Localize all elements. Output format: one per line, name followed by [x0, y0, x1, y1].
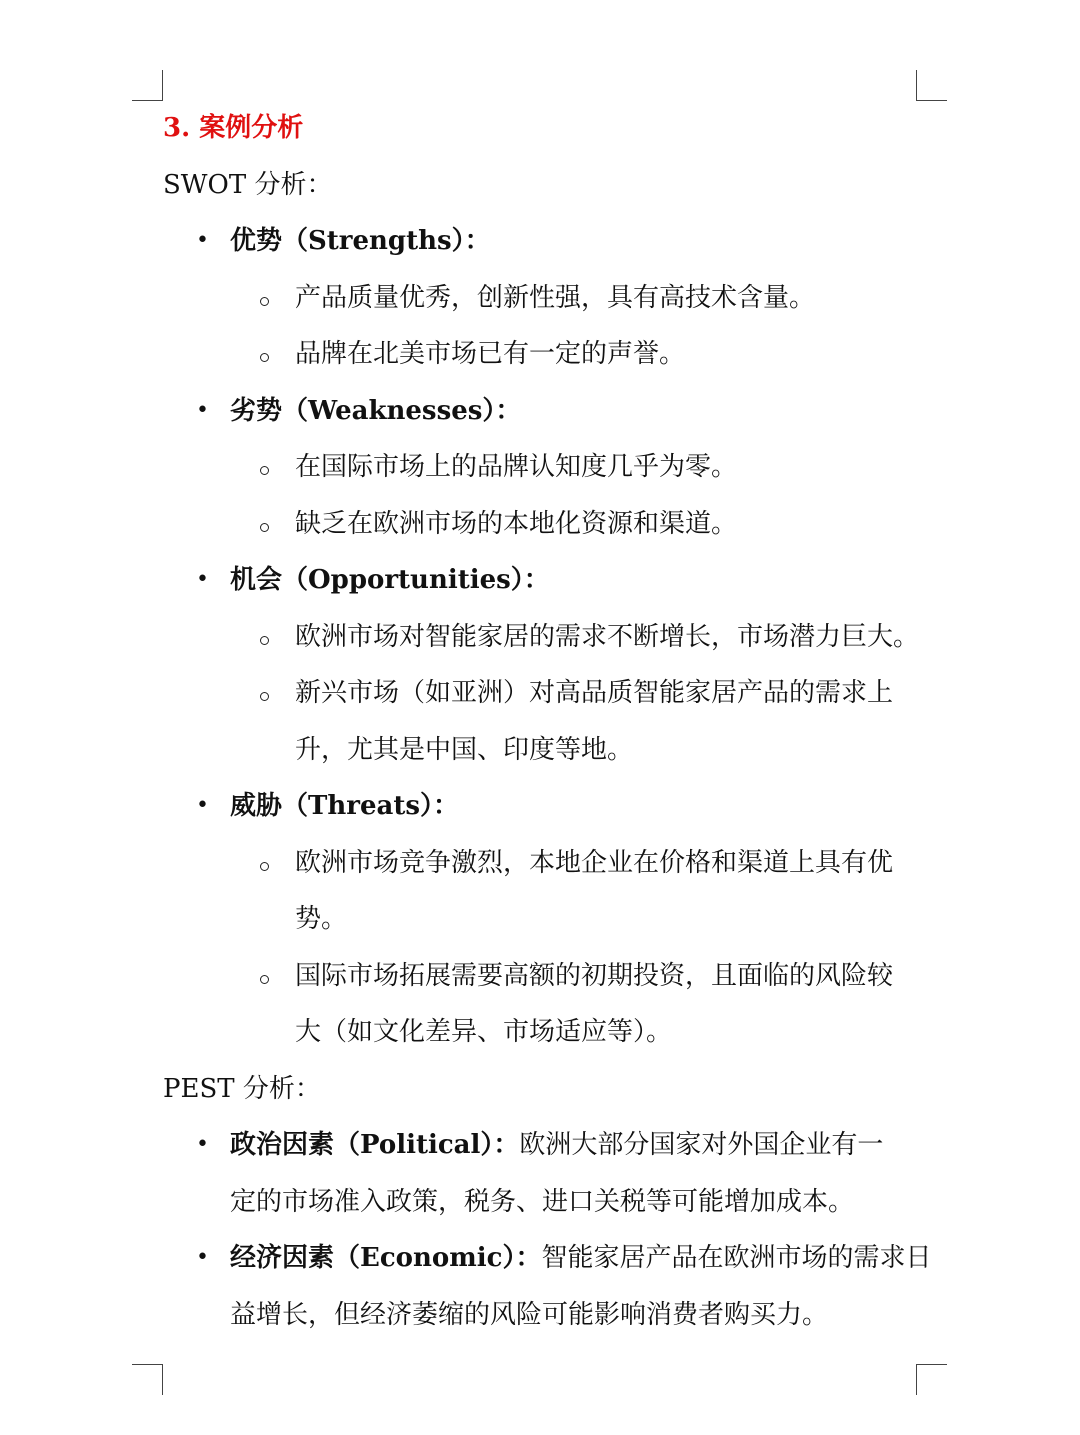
sub-list-item	[163, 496, 953, 553]
sub-list-item	[163, 665, 953, 722]
section-heading: 3. 案例分析	[163, 113, 304, 143]
sub-list-item	[163, 326, 953, 383]
circle-bullet-icon	[260, 692, 269, 701]
sub-list-item	[163, 835, 953, 892]
political-text: 欧洲大部分国家对外国企业有一	[519, 1130, 884, 1160]
economic-text: 智能家居产品在欧洲市场的需求日	[541, 1243, 932, 1273]
circle-bullet-icon	[260, 353, 269, 362]
sub-item-continuation	[163, 722, 953, 779]
document-page	[163, 100, 953, 1343]
sub-item-text: 国际市场拓展需要高额的初期投资，且面临的风险较	[295, 960, 894, 991]
economic-text-continued: 益增长，但经济萎缩的风险可能影响消费者购买力。	[230, 1299, 829, 1330]
pest-title: PEST 分析：	[163, 1073, 321, 1104]
circle-bullet-icon	[260, 975, 269, 984]
threats-label: 威胁（Threats）：	[230, 791, 459, 821]
sub-item-text: 升，尤其是中国、印度等地。	[295, 734, 634, 765]
circle-bullet-icon	[260, 297, 269, 306]
swot-title: SWOT 分析：	[163, 169, 333, 200]
list-item-political	[163, 1117, 953, 1174]
sub-item-text: 新兴市场（如亚洲）对高品质智能家居产品的需求上	[295, 678, 894, 708]
sub-list-item	[163, 609, 953, 666]
circle-bullet-icon	[260, 466, 269, 475]
circle-bullet-icon	[260, 862, 269, 871]
sub-list-item	[163, 270, 953, 327]
bullet-icon: •	[196, 1132, 209, 1157]
bullet-icon: •	[196, 567, 209, 592]
crop-mark-top-left	[132, 70, 163, 101]
bullet-icon: •	[196, 397, 209, 423]
sub-item-text: 品牌在北美市场已有一定的声誉。	[295, 339, 686, 369]
bullet-icon: •	[196, 228, 209, 253]
political-label: 政治因素（Political）：	[230, 1130, 520, 1160]
list-item-opportunities	[163, 552, 953, 609]
list-item-threats	[163, 778, 953, 835]
sub-item-continuation	[163, 891, 953, 948]
circle-bullet-icon	[260, 636, 269, 645]
list-item-strengths	[163, 213, 953, 270]
sub-item-text: 缺乏在欧洲市场的本地化资源和渠道。	[295, 508, 738, 539]
crop-mark-top-right	[916, 70, 947, 101]
crop-mark-bottom-left	[132, 1364, 163, 1395]
sub-item-text: 欧洲市场竞争激烈，本地企业在价格和渠道上具有优	[295, 847, 894, 878]
crop-mark-bottom-right	[916, 1364, 947, 1395]
item-continuation	[163, 1287, 953, 1344]
sub-item-text: 势。	[295, 904, 348, 934]
sub-list-item	[163, 439, 953, 496]
sub-item-continuation	[163, 1004, 953, 1061]
weaknesses-label: 劣势（Weaknesses）：	[230, 395, 522, 426]
sub-item-text: 大（如文化差异、市场适应等）。	[295, 1017, 673, 1047]
opportunities-label: 机会（Opportunities）：	[230, 565, 550, 595]
circle-bullet-icon	[260, 523, 269, 532]
political-text-continued: 定的市场准入政策，税务、进口关税等可能增加成本。	[230, 1186, 855, 1217]
bullet-icon: •	[196, 1245, 209, 1270]
sub-item-text: 在国际市场上的品牌认知度几乎为零。	[295, 452, 738, 482]
sub-list-item	[163, 948, 953, 1005]
bullet-icon: •	[196, 793, 209, 818]
list-item-weaknesses	[163, 383, 953, 440]
item-continuation	[163, 1174, 953, 1231]
sub-item-text: 产品质量优秀，创新性强，具有高技术含量。	[295, 282, 816, 313]
strengths-label: 优势（Strengths）：	[230, 226, 491, 256]
list-item-economic	[163, 1230, 953, 1287]
economic-label: 经济因素（Economic）：	[230, 1243, 542, 1273]
sub-item-text: 欧洲市场对智能家居的需求不断增长，市场潜力巨大。	[295, 621, 920, 652]
